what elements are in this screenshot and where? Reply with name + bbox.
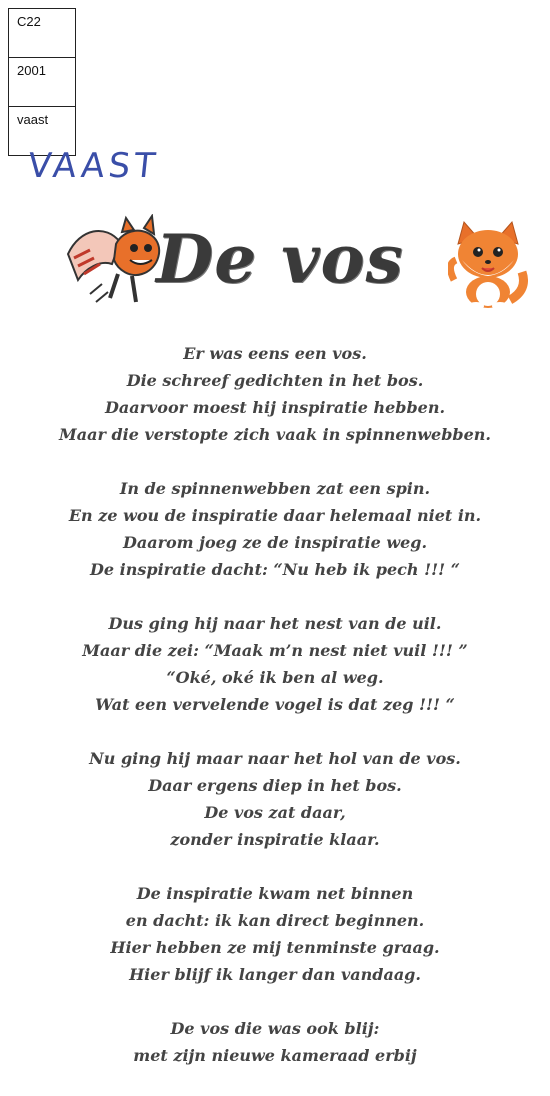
poem-line: Maar die verstopte zich vaak in spinnenwebben. — [59, 425, 491, 444]
stanza-5 — [0, 880, 550, 988]
poem-line: Die schreef gedichten in het bos. — [126, 371, 424, 390]
poem — [0, 340, 550, 1096]
title-banner — [60, 214, 540, 314]
poem-line: Daarom joeg ze de inspiratie weg. — [122, 533, 428, 552]
page-title: De vos — [156, 220, 404, 298]
poem-line: Wat een vervelende vogel is dat zeg !!! “ — [95, 695, 455, 714]
poem-line: Nu ging hij maar naar het hol van de vos. — [89, 749, 461, 768]
poem-line: “Oké, oké ik ben al weg. — [166, 668, 384, 687]
poem-line: Dus ging hij naar het nest van de uil. — [108, 614, 442, 633]
poem-line: De inspiratie dacht: “Nu heb ik pech !!! “ — [90, 560, 460, 579]
poem-line: zonder inspiratie klaar. — [170, 830, 380, 849]
sitting-fox-icon — [448, 220, 528, 310]
meta-year: 2001 — [9, 58, 76, 107]
stanza-1 — [0, 340, 550, 448]
stanza-6 — [0, 1015, 550, 1069]
poem-line: Maar die zei: “Maak m’n nest niet vuil !!! ” — [82, 641, 468, 660]
handwritten-signature: VAAST — [25, 146, 162, 186]
meta-code: C22 — [9, 9, 76, 58]
stanza-3 — [0, 610, 550, 718]
poem-line: De vos die was ook blij: — [170, 1019, 380, 1038]
stanza-4 — [0, 745, 550, 853]
poem-line: Daar ergens diep in het bos. — [148, 776, 402, 795]
poem-line: met zijn nieuwe kameraad erbij — [133, 1046, 417, 1065]
meta-table — [8, 8, 76, 156]
poem-line: Hier blijf ik langer dan vandaag. — [129, 965, 421, 984]
running-fox-icon — [60, 214, 170, 306]
poem-line: De vos zat daar, — [204, 803, 346, 822]
poem-line: En ze wou de inspiratie daar helemaal niet in. — [68, 506, 482, 525]
poem-line: Er was eens een vos. — [183, 344, 367, 363]
poem-line: In de spinnenwebben zat een spin. — [119, 479, 431, 498]
poem-line: Daarvoor moest hij inspiratie hebben. — [104, 398, 446, 417]
stanza-2 — [0, 475, 550, 583]
poem-line: en dacht: ik kan direct beginnen. — [125, 911, 425, 930]
poem-line: Hier hebben ze mij tenminste graag. — [110, 938, 440, 957]
poem-line: De inspiratie kwam net binnen — [136, 884, 414, 903]
meta-author: vaast — [9, 107, 76, 156]
